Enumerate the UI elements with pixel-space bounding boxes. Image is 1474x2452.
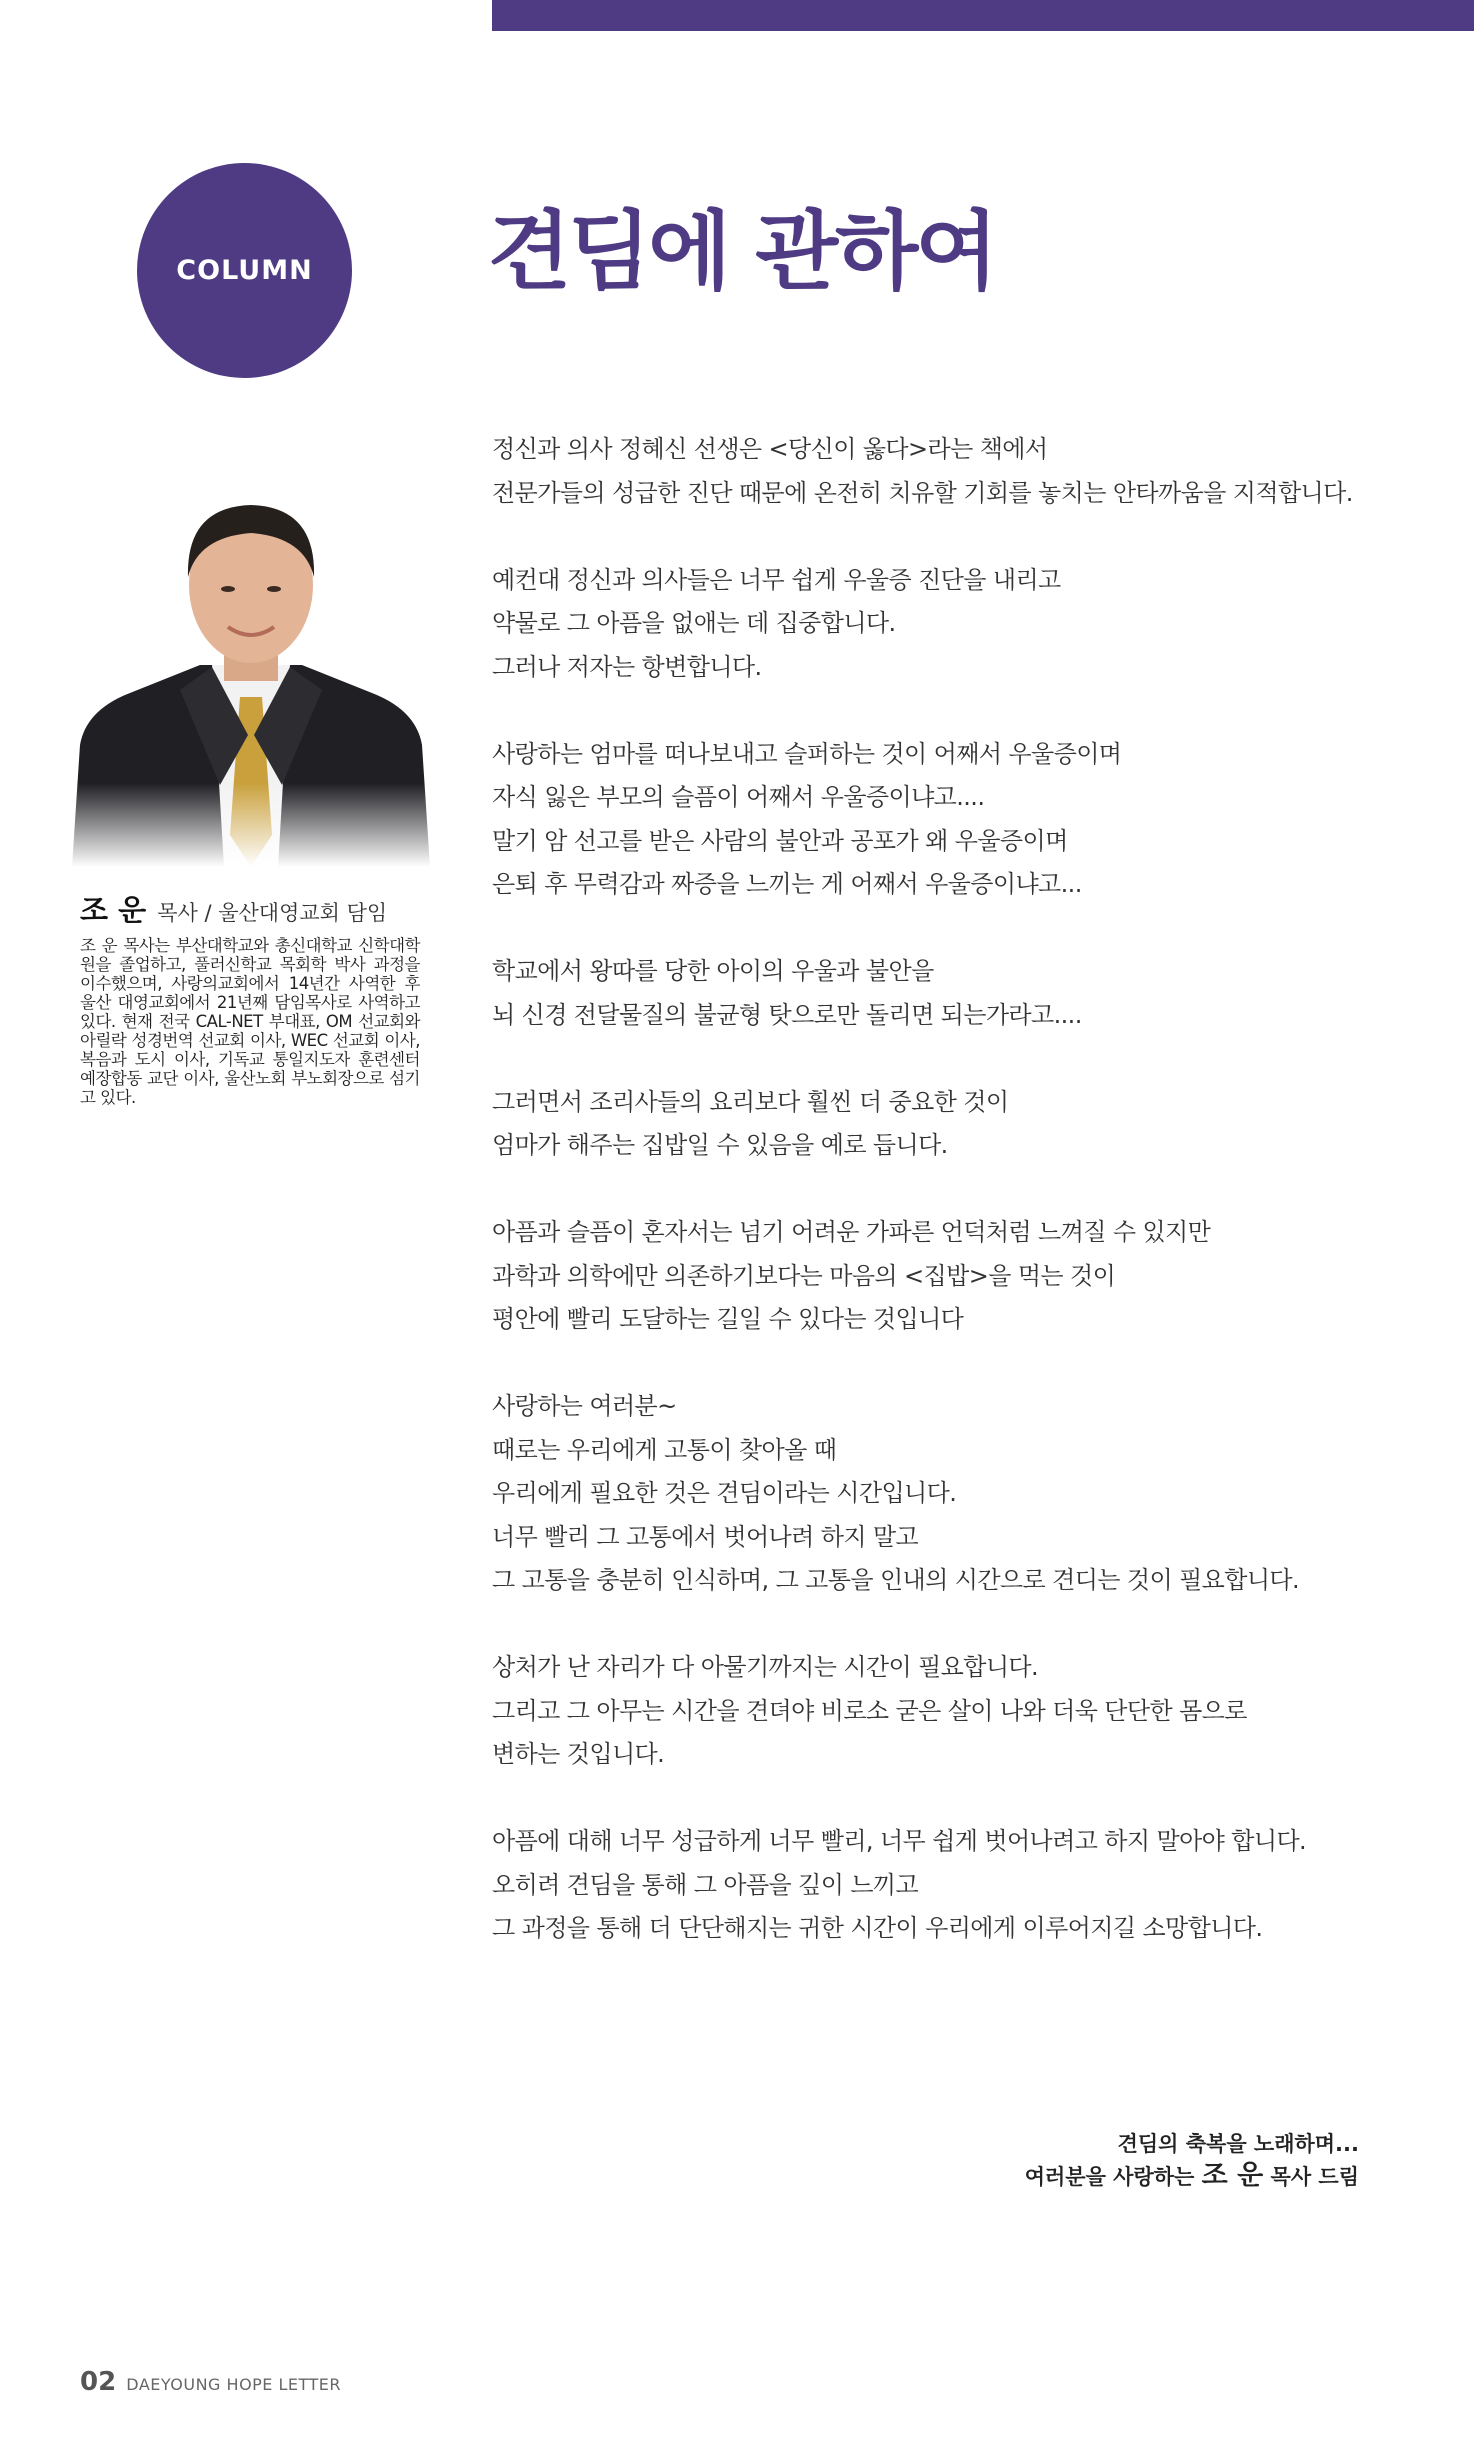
body-line: 엄마가 해주는 집밥일 수 있음을 예로 듭니다. — [492, 1131, 948, 1159]
closing-name: 조 운 — [1201, 2160, 1264, 2191]
body-line: 학교에서 왕따를 당한 아이의 우울과 불안을 — [492, 957, 934, 985]
body-line: 자식 잃은 부모의 슬픔이 어째서 우울증이냐고.... — [492, 783, 985, 811]
body-line: 때로는 우리에게 고통이 찾아올 때 — [492, 1435, 837, 1464]
body-line: 그러나 저자는 항변합니다. — [492, 652, 762, 681]
body-paragraph — [492, 1646, 1422, 1777]
body-line: 평안에 빨리 도달하는 길일 수 있다는 것입니다 — [492, 1305, 964, 1333]
top-accent-bar — [492, 0, 1474, 31]
body-line: 우리에게 필요한 것은 견딤이라는 시간입니다. — [492, 1479, 957, 1507]
body-line: 변하는 것입니다. — [492, 1740, 665, 1768]
body-line: 말기 암 선고를 받은 사람의 불안과 공포가 왜 우울증이며 — [492, 826, 1068, 855]
closing-suffix: 목사 드림 — [1270, 2165, 1359, 2189]
body-paragraph — [492, 1081, 1422, 1168]
closing-signature — [1025, 2128, 1359, 2193]
body-line: 사랑하는 여러분~ — [492, 1392, 677, 1420]
closing-prefix: 여러분을 사랑하는 — [1024, 2165, 1195, 2189]
body-paragraph — [492, 733, 1422, 907]
body-line: 상처가 난 자리가 다 아물기까지는 시간이 필요합니다. — [492, 1653, 1039, 1681]
body-line: 너무 빨리 그 고통에서 벗어나려 하지 말고 — [492, 1522, 919, 1551]
body-line: 오히려 견딤을 통해 그 아픔을 깊이 느끼고 — [492, 1870, 919, 1899]
page-title: 견딤에 관하여 — [488, 202, 996, 302]
closing-line-2 — [1025, 2160, 1359, 2193]
body-line: 아픔과 슬픔이 혼자서는 넘기 어려운 가파른 언덕처럼 느껴질 수 있지만 — [492, 1218, 1211, 1246]
publication-name: DAEYOUNG HOPE LETTER — [126, 2375, 342, 2394]
page-number: 02 — [80, 2367, 117, 2397]
page-footer — [80, 2367, 341, 2397]
body-paragraph — [492, 950, 1422, 1037]
body-line: 전문가들의 성급한 진단 때문에 온전히 치유할 기회를 놓치는 안타까움을 지적합니다. — [492, 478, 1353, 507]
author-name: 조 운 — [80, 893, 147, 927]
body-line: 아픔에 대해 너무 성급하게 너무 빨리, 너무 쉽게 벗어나려고 하지 말아야 합니다. — [492, 1827, 1307, 1855]
body-line: 은퇴 후 무력감과 짜증을 느끼는 게 어째서 우울증이냐고... — [492, 870, 1082, 898]
author-role: 목사 / 울산대영교회 담임 — [157, 901, 388, 925]
column-label: COLUMN — [176, 255, 313, 286]
closing-line-1: 견딤의 축복을 노래하며... — [1117, 2132, 1359, 2156]
body-paragraph — [492, 559, 1422, 690]
body-line: 그리고 그 아무는 시간을 견뎌야 비로소 굳은 살이 나와 더욱 단단한 몸으로 — [492, 1696, 1247, 1725]
body-line: 과학과 의학에만 의존하기보다는 마음의 <집밥>을 먹는 것이 — [492, 1261, 1116, 1290]
body-line: 예컨대 정신과 의사들은 너무 쉽게 우울증 진단을 내리고 — [492, 565, 1061, 594]
body-paragraph — [492, 1385, 1422, 1603]
body-paragraph — [492, 428, 1422, 515]
body-line: 그 고통을 충분히 인식하며, 그 고통을 인내의 시간으로 견디는 것이 필요합니다. — [492, 1566, 1300, 1594]
author-portrait — [72, 485, 430, 867]
body-paragraph — [492, 1820, 1422, 1951]
author-byline — [80, 888, 387, 929]
column-badge — [137, 163, 352, 378]
body-line: 그 과정을 통해 더 단단해지는 귀한 시간이 우리에게 이루어지길 소망합니다. — [492, 1914, 1263, 1942]
body-line: 그러면서 조리사들의 요리보다 훨씬 더 중요한 것이 — [492, 1087, 1009, 1116]
author-bio: 조 운 목사는 부산대학교와 총신대학교 신학대학원을 졸업하고, 풀러신학교 목회학 박사 과정을 이수했으며, 사랑의교회에서 14년간 사역한 후 울산 대영교회에서 21년째 담임목사로 사역하고 있다. 현재 전국 CAL-NET 부대표, OM 선교회와 아릴락 성경번역 선교회 이사, WEC 선교회 이사, 복음과 도시 이사, 기독교 통일지도자 훈련센터 예장합동 교단 이사, 울산노회 부노회장으로 섬기고 있다. — [80, 936, 420, 1107]
article-body — [492, 428, 1422, 1994]
body-line: 약물로 그 아픔을 없애는 데 집중합니다. — [492, 609, 896, 637]
body-line: 뇌 신경 전달물질의 불균형 탓으로만 돌리면 되는가라고.... — [492, 1000, 1082, 1029]
body-line: 정신과 의사 정혜신 선생은 <당신이 옳다>라는 책에서 — [492, 435, 1048, 463]
body-paragraph — [492, 1211, 1422, 1342]
body-line: 사랑하는 엄마를 떠나보내고 슬퍼하는 것이 어째서 우울증이며 — [492, 739, 1122, 768]
